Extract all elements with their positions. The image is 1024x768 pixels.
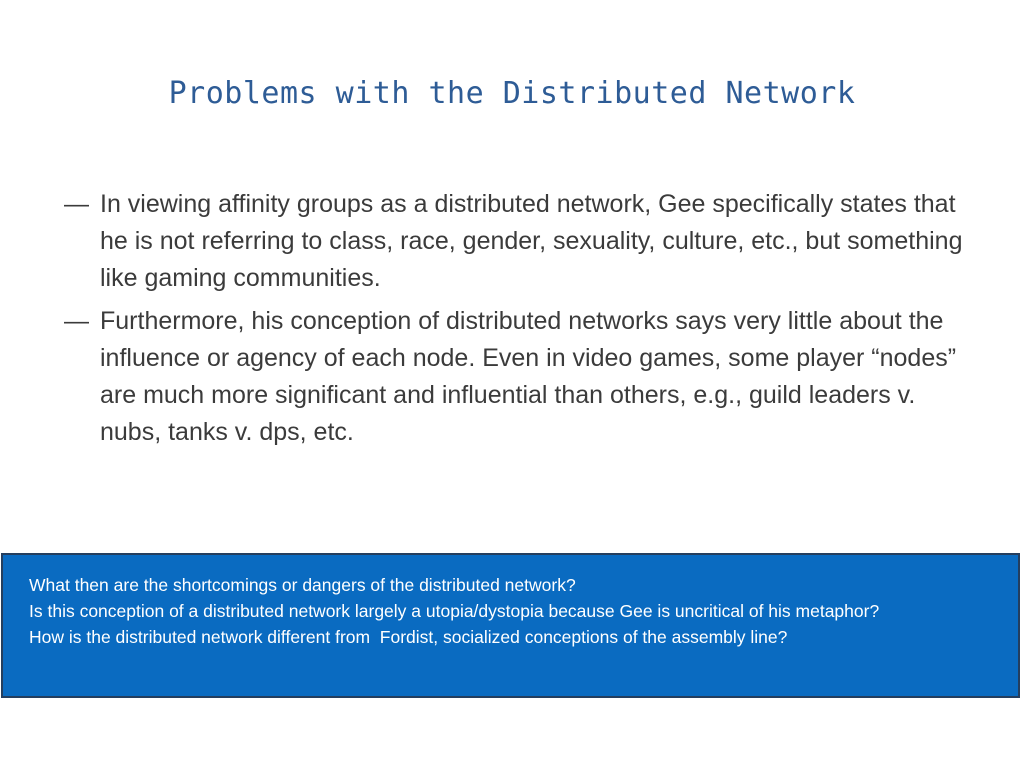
- bullet-text: In viewing affinity groups as a distributed network, Gee specifically states that he is not referring to class, race, gender, sexuality, culture, etc., but something like gaming communities.: [100, 190, 963, 292]
- question-line: Is this conception of a distributed network largely a utopia/dystopia because Gee is uncritical of his metaphor?: [29, 601, 880, 621]
- slide-title: Problems with the Distributed Network: [168, 76, 856, 111]
- dash-bullet-icon: —: [64, 307, 89, 335]
- discussion-questions-box: [1, 553, 1020, 698]
- question-line: What then are the shortcomings or dangers of the distributed network?: [29, 575, 576, 595]
- question-line: How is the distributed network different from Fordist, socialized conceptions of the assembly line?: [29, 627, 788, 647]
- dash-bullet-icon: —: [64, 190, 89, 218]
- bullet-text: Furthermore, his conception of distributed networks says very little about the influence or agency of each node. Even in video games, some player “nodes” are much more significant and influential than others, e.g., guild leaders v. nubs, tanks v. dps, etc.: [100, 307, 957, 446]
- bullet-item: [64, 186, 964, 297]
- bullet-list: [64, 186, 964, 457]
- bullet-item: [64, 303, 964, 451]
